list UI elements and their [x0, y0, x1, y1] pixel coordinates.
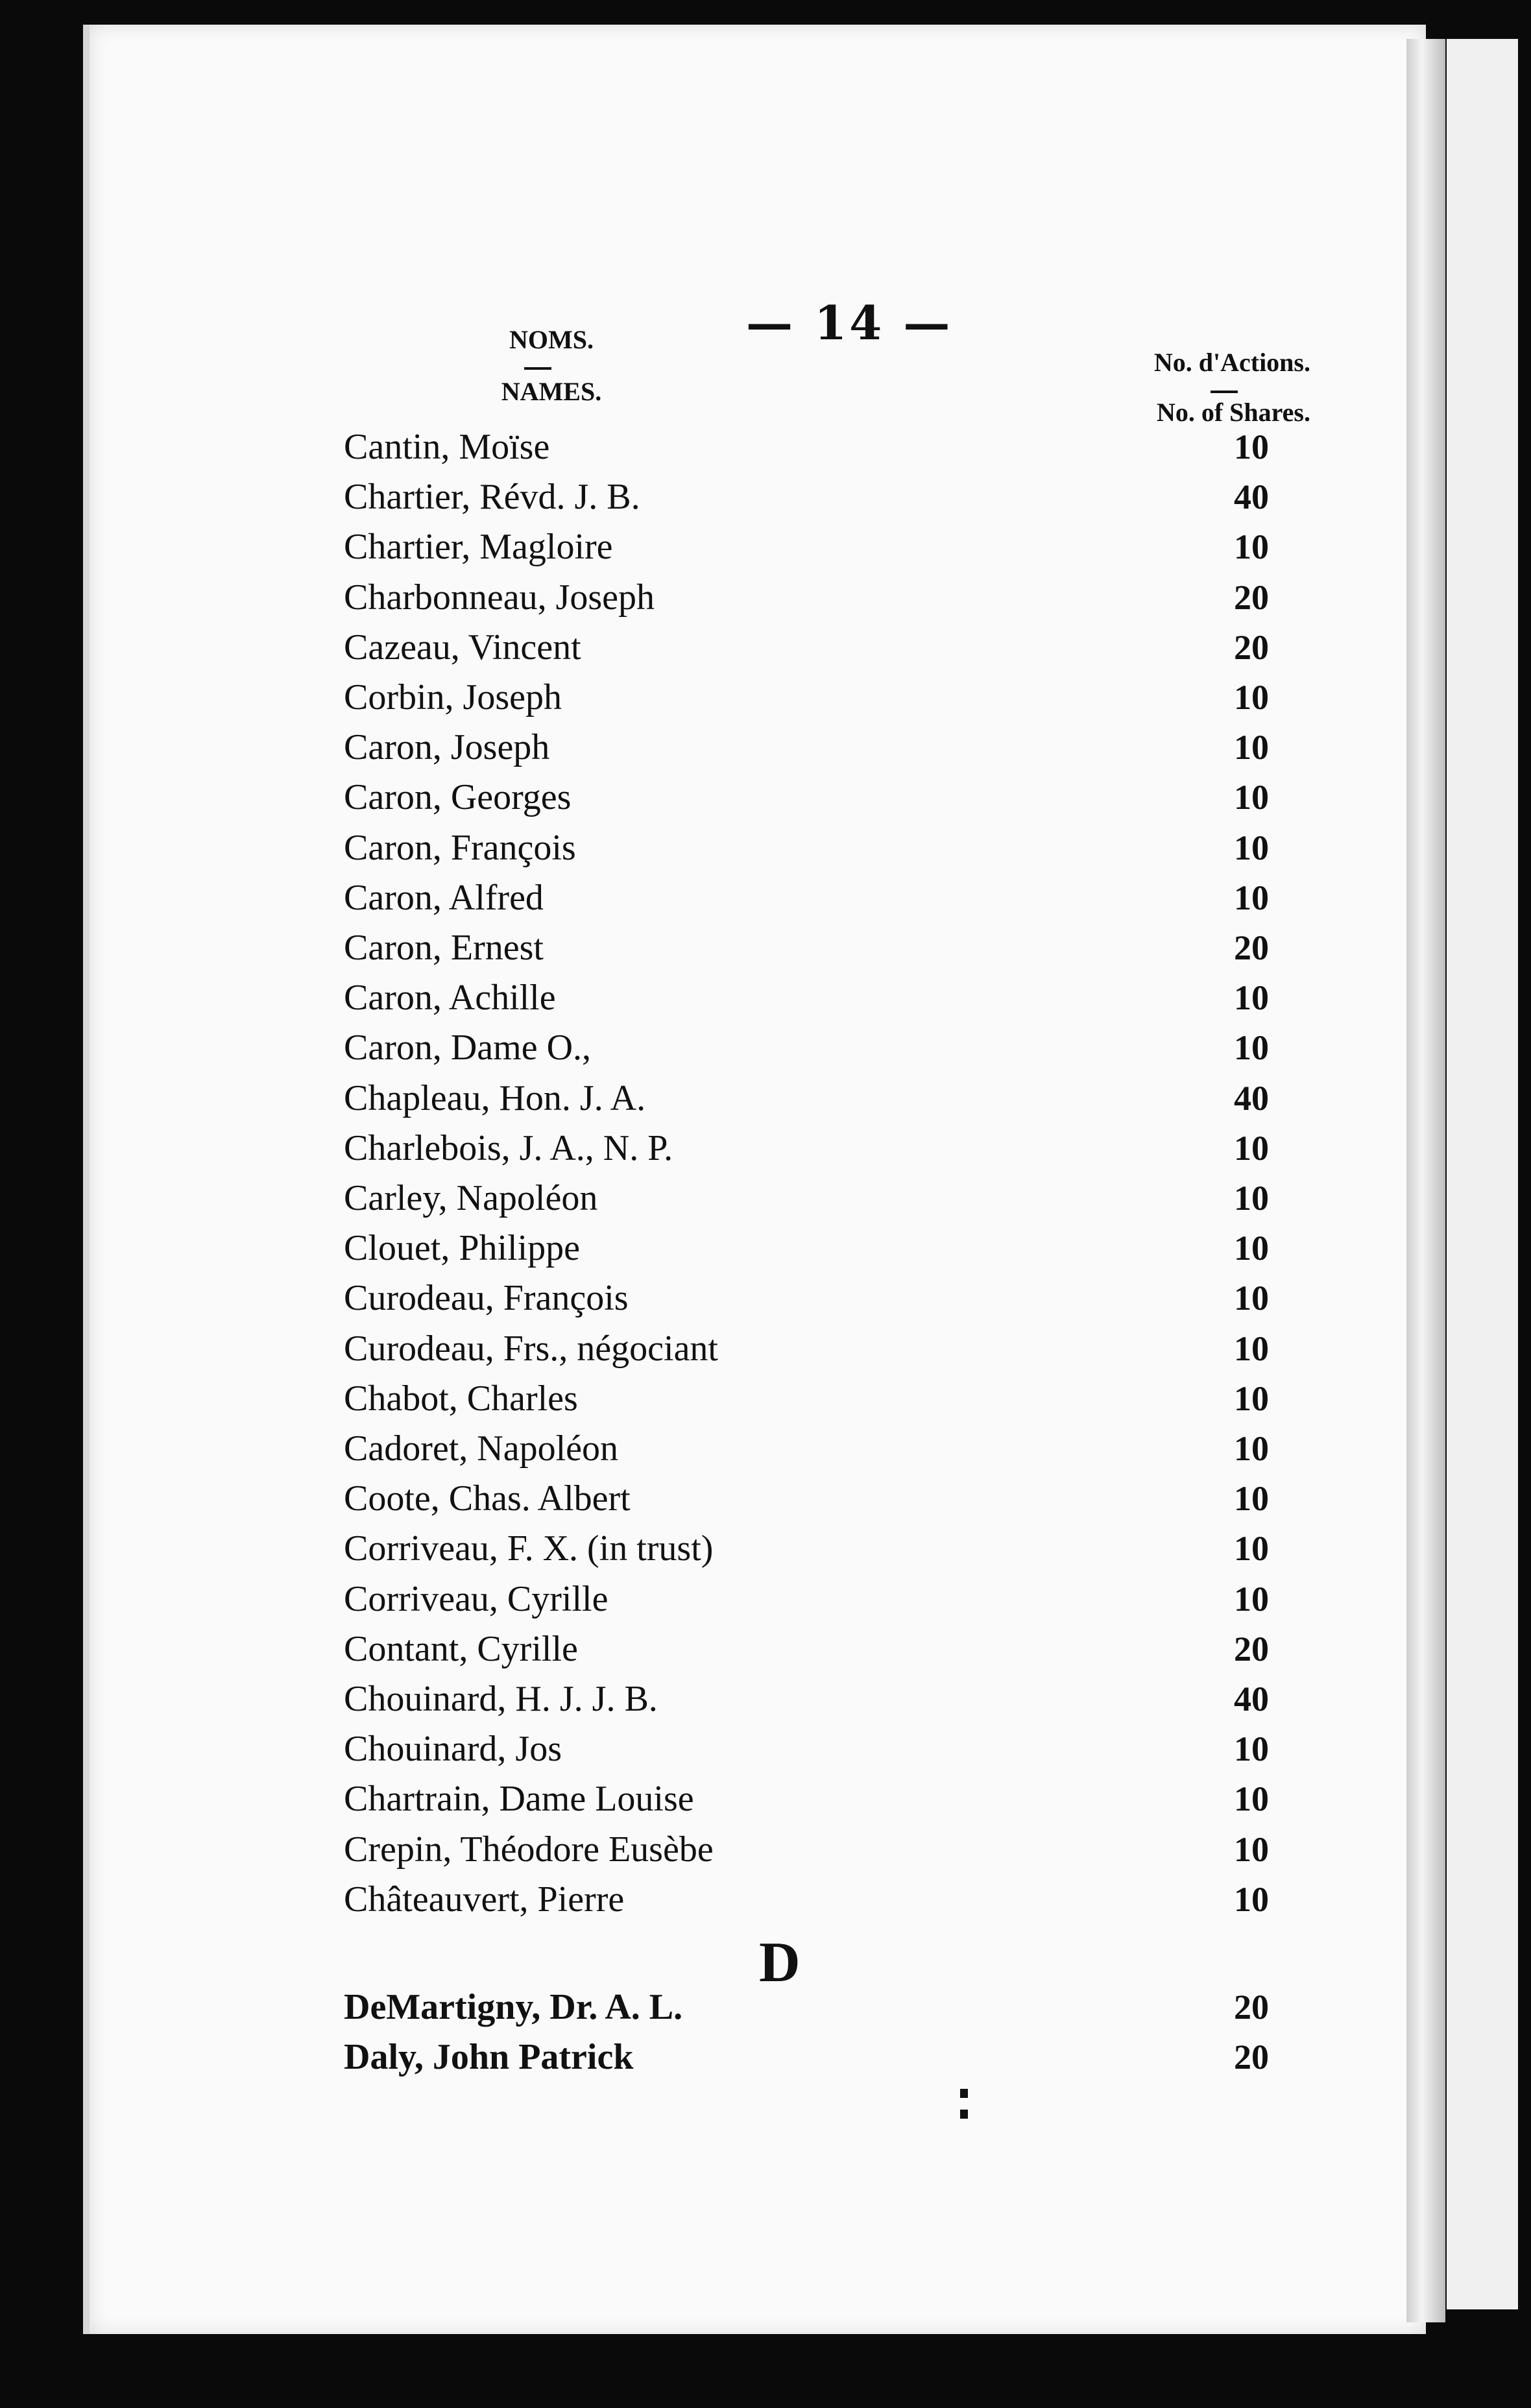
share-count: 10 [1234, 1779, 1269, 1819]
list-item [0, 1173, 1531, 1223]
list-item [0, 1022, 1531, 1073]
list-item [0, 1982, 1531, 2032]
shareholder-name: Curodeau, François [344, 1278, 629, 1319]
share-count: 10 [1234, 1028, 1269, 1068]
list-item [0, 1423, 1531, 1474]
shareholder-name: Crepin, Théodore Eusèbe [344, 1829, 714, 1870]
list-item [0, 1123, 1531, 1174]
page-end-ornament [960, 2089, 969, 2130]
share-count: 10 [1234, 1279, 1269, 1318]
shareholder-name: Chouinard, Jos [344, 1729, 562, 1770]
share-count: 10 [1234, 1429, 1269, 1468]
list-item [0, 972, 1531, 1023]
shareholder-name: Caron, Achille [344, 978, 556, 1018]
list-item [0, 1373, 1531, 1424]
shareholder-name: DeMartigny, Dr. A. L. [344, 1987, 683, 2027]
share-count: 10 [1234, 1879, 1269, 1919]
share-count: 20 [1234, 1629, 1269, 1668]
list-item [0, 1323, 1531, 1374]
section-letter-d: D [759, 1931, 801, 1994]
shareholder-name: Carley, Napoléon [344, 1178, 598, 1218]
list-item [0, 1223, 1531, 1273]
share-count: 20 [1234, 577, 1269, 617]
share-count: 40 [1234, 1680, 1269, 1718]
shareholder-name: Corriveau, Cyrille [344, 1578, 609, 1619]
list-item [0, 1574, 1531, 1624]
shareholder-name: Caron, Dame O., [344, 1028, 592, 1068]
shareholder-name: Cantin, Moïse [344, 427, 550, 467]
list-item [0, 522, 1531, 572]
share-count: 10 [1234, 1529, 1269, 1569]
shareholder-name: Charbonneau, Joseph [344, 577, 655, 618]
share-count: 10 [1234, 978, 1269, 1018]
list-item [0, 1724, 1531, 1774]
list-item [0, 1523, 1531, 1574]
share-count: 10 [1234, 1829, 1269, 1869]
list-item [0, 1774, 1531, 1824]
list-item [0, 422, 1531, 472]
share-count: 10 [1234, 678, 1269, 717]
shareholder-name: Daly, John Patrick [344, 2037, 634, 2077]
shareholder-name: Charlebois, J. A., N. P. [344, 1127, 673, 1168]
list-item [0, 1473, 1531, 1524]
page-number: — 14 — [746, 295, 953, 350]
list-item [0, 722, 1531, 773]
shareholder-name: Cadoret, Napoléon [344, 1428, 618, 1469]
share-count: 20 [1234, 2038, 1269, 2077]
share-count: 10 [1234, 1229, 1269, 1268]
share-count: 20 [1234, 627, 1269, 667]
shareholder-name: Caron, Ernest [344, 928, 544, 968]
list-item [0, 472, 1531, 522]
shareholder-name: Chouinard, H. J. J. B. [344, 1679, 658, 1719]
shareholder-name: Chartrain, Dame Louise [344, 1779, 694, 1820]
header-rule [524, 367, 551, 370]
shareholder-name: Caron, Joseph [344, 727, 550, 768]
shareholder-name: Chartier, Magloire [344, 527, 613, 568]
share-count: 10 [1234, 1729, 1269, 1769]
share-count: 10 [1234, 427, 1269, 466]
share-count: 10 [1234, 1329, 1269, 1368]
list-item [0, 572, 1531, 623]
shareholder-name: Clouet, Philippe [344, 1228, 580, 1269]
share-count: 40 [1234, 1078, 1269, 1118]
column-header-shares-fr: No. d'Actions. [1153, 348, 1310, 377]
share-count: 10 [1234, 1379, 1269, 1418]
shareholder-name: Caron, Georges [344, 777, 572, 818]
header-rule [1211, 391, 1238, 393]
list-item [0, 672, 1531, 723]
share-count: 10 [1234, 1179, 1269, 1218]
share-count: 10 [1234, 778, 1269, 817]
share-count: 10 [1234, 828, 1269, 867]
share-count: 10 [1234, 1128, 1269, 1168]
share-count: 10 [1234, 728, 1269, 767]
list-item [0, 1674, 1531, 1724]
list-item [0, 2032, 1531, 2082]
column-header-shares-en: No. of Shares. [1156, 398, 1310, 427]
shareholder-name: Châteauvert, Pierre [344, 1879, 625, 1920]
share-count: 10 [1234, 878, 1269, 917]
list-item [0, 1624, 1531, 1674]
share-count: 40 [1234, 477, 1269, 517]
list-item [0, 1073, 1531, 1124]
column-header-names-en: NAMES. [501, 377, 602, 406]
shareholder-name: Corriveau, F. X. (in trust) [344, 1528, 714, 1569]
list-item [0, 873, 1531, 923]
shareholder-name: Caron, Alfred [344, 877, 544, 918]
share-count: 10 [1234, 1479, 1269, 1519]
shareholder-name: Coote, Chas. Albert [344, 1478, 631, 1519]
list-item [0, 1273, 1531, 1323]
list-item [0, 622, 1531, 673]
share-count: 10 [1234, 527, 1269, 567]
list-item [0, 1874, 1531, 1925]
list-item [0, 772, 1531, 823]
shareholder-name: Contant, Cyrille [344, 1628, 578, 1669]
shareholder-name: Cazeau, Vincent [344, 627, 581, 668]
share-count: 20 [1234, 928, 1269, 967]
shareholder-name: Chartier, Révd. J. B. [344, 477, 640, 518]
list-item [0, 823, 1531, 873]
shareholder-name: Corbin, Joseph [344, 677, 562, 717]
shareholder-name: Caron, François [344, 827, 576, 868]
list-item [0, 922, 1531, 973]
list-item [0, 1824, 1531, 1875]
shareholder-name: Curodeau, Frs., négociant [344, 1328, 718, 1369]
share-count: 20 [1234, 1988, 1269, 2027]
share-count: 10 [1234, 1579, 1269, 1619]
shareholder-name: Chapleau, Hon. J. A. [344, 1078, 646, 1118]
column-header-names-fr: NOMS. [509, 325, 594, 354]
shareholder-name: Chabot, Charles [344, 1378, 578, 1419]
